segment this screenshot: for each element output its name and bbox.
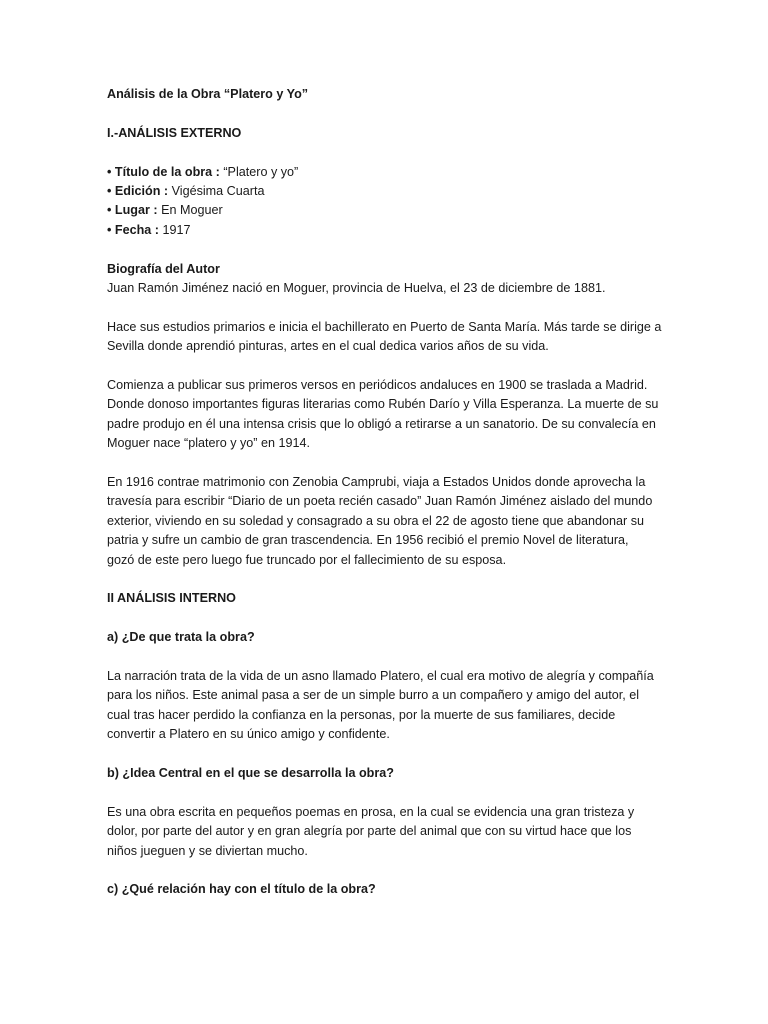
document-title: Análisis de la Obra “Platero y Yo” [107,87,309,101]
section-heading-external: I.-ANÁLISIS EXTERNO [107,125,242,140]
bullet-item-title: • Título de la obra : “Platero y yo” [107,164,299,179]
answer-b: Es una obra escrita en pequeños poemas en prosa, en la cual se evidencia una gran tristeza y dolor, por parte del autor y en gran alegría por parte del animal que con su virtud hace que los niños jueguen y se diviertan mucho. [107,804,635,858]
document-page [107,85,667,900]
question-a: a) ¿De que trata la obra? [107,630,255,645]
bio-paragraph-2: Hace sus estudios primarios e inicia el bachillerato en Puerto de Santa María. Más tarde se dirige a Sevilla donde aprendió pinturas, artes en el cual dedica varios años de su vida. [107,319,662,354]
bio-paragraph-4: En 1916 contrae matrimonio con Zenobia Camprubi, viaja a Estados Unidos donde aprovecha la travesía para escribir “Diario de un poeta recién casado” Juan Ramón Jiménez aislado del mundo exterior, viviendo en su soledad y consagrado a su obra el 22 de agosto tiene que abandonar su patria y sufre un cambio de gran trascendencia. En 1956 recibió el premio Novel de literatura, gozó de este pero luego fue truncado por el fallecimiento de su esposa. [107,475,653,567]
bullet-list [107,163,667,241]
answer-a: La narración trata de la vida de un asno llamado Platero, el cual era motivo de alegría y compañía para los niños. Este animal pasa a ser de un simple burro a un compañero y amigo del autor, el cual tras hacer perdido la confianza en la personas, por la muerte de sus familiares, decide convertir a Platero en su único amigo y confidente. [107,669,654,742]
question-c: c) ¿Qué relación hay con el título de la obra? [107,882,376,897]
bio-paragraph-1: Juan Ramón Jiménez nació en Moguer, provincia de Huelva, el 23 de diciembre de 1881. [107,281,606,296]
bullet-item-edition: • Edición : Vigésima Cuarta [107,184,265,198]
question-b: b) ¿Idea Central en el que se desarrolla la obra? [107,766,394,781]
bio-paragraph-3: Comienza a publicar sus primeros versos en periódicos andaluces en 1900 se traslada a Madrid. Donde donoso importantes figuras literarias como Rubén Darío y Villa Esperanza. La muerte de su padre produjo en él una intensa crisis que lo obligó a retirarse a un sanatorio. De su convalecía en Moguer nace “platero y yo” en 1914. [107,378,659,451]
bullet-item-date: • Fecha : 1917 [107,222,191,237]
bullet-item-place: • Lugar : En Moguer [107,203,223,218]
section-heading-internal: II ANÁLISIS INTERNO [107,591,236,606]
bio-heading: Biografía del Autor [107,261,220,276]
